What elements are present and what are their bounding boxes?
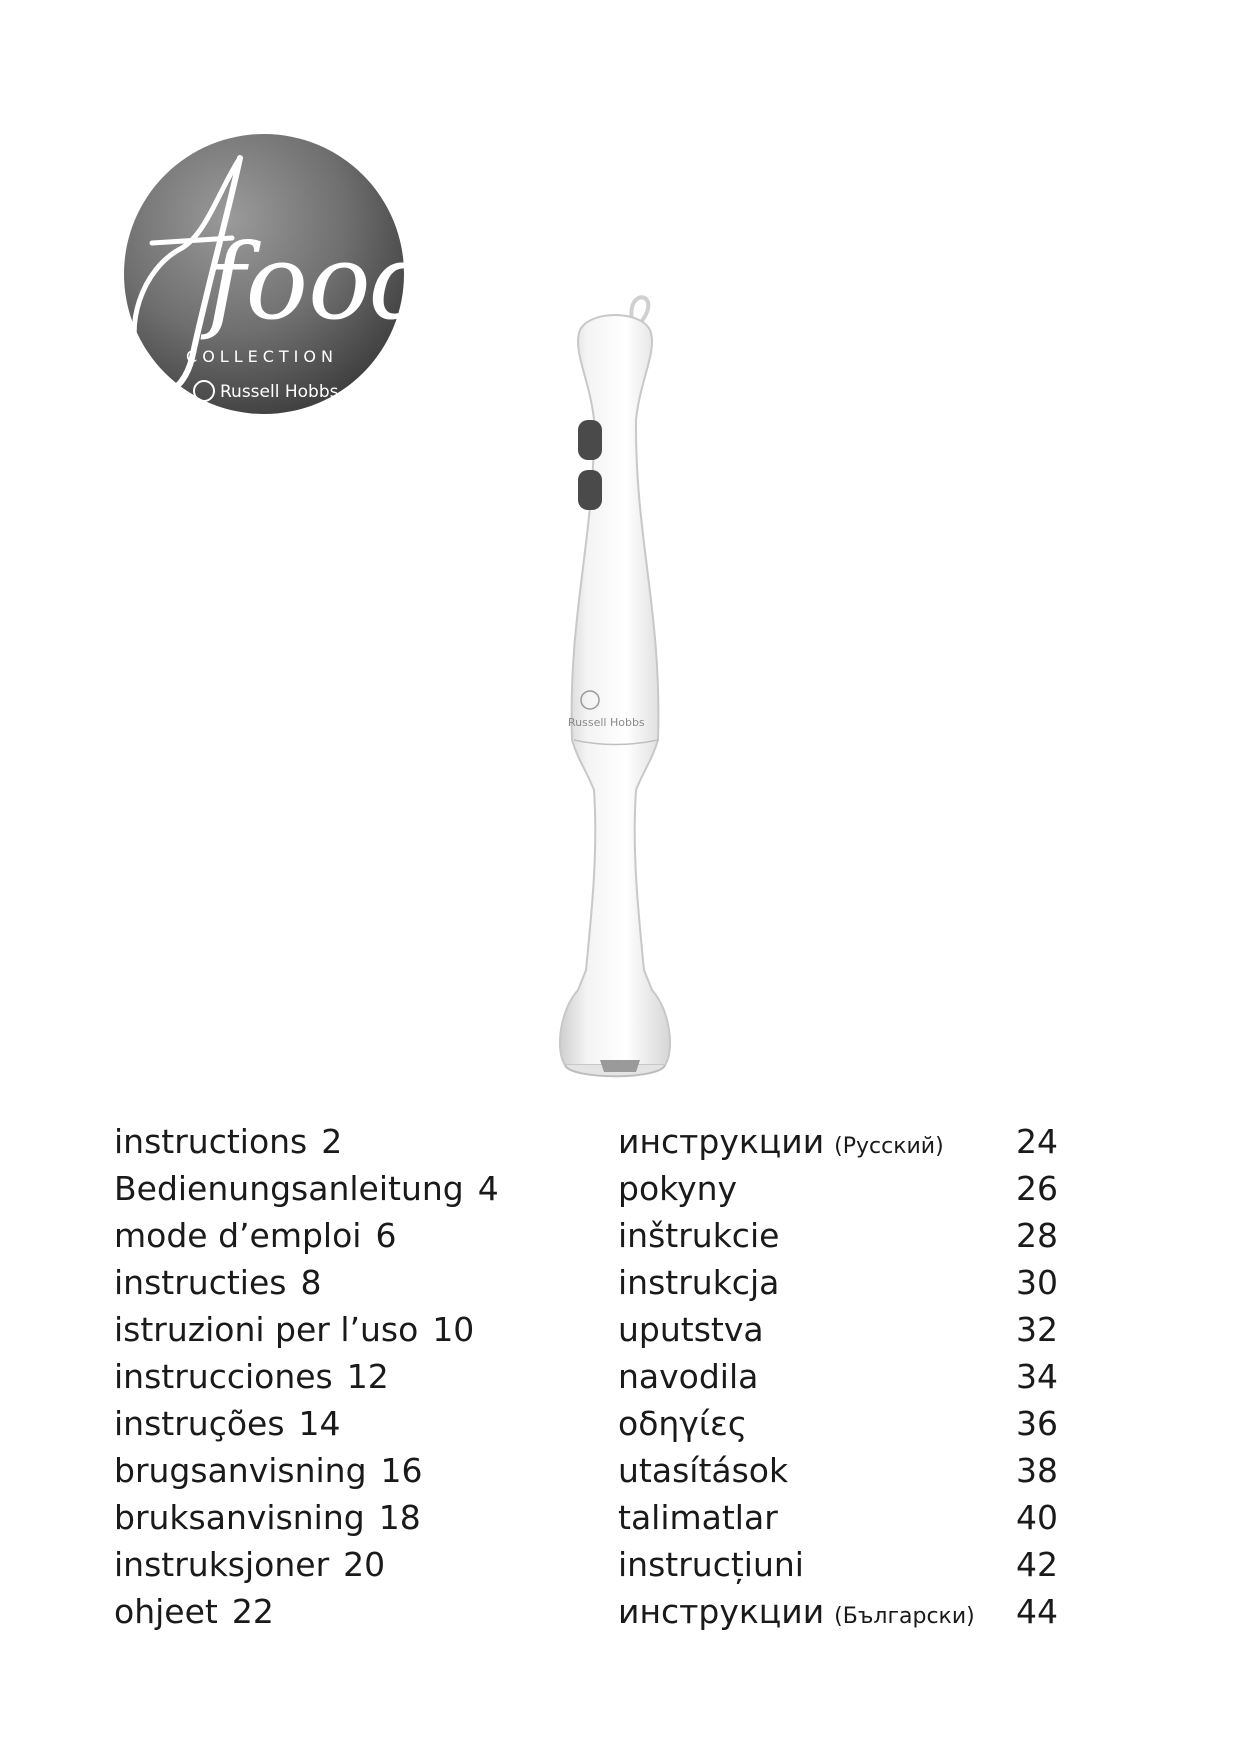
toc-page: 44 [1016,1592,1058,1631]
toc-entry-nl[interactable] [114,1259,544,1306]
toc-right-column [618,1118,1058,1635]
toc-page: 10 [432,1310,475,1349]
toc-label: instructions [114,1122,308,1161]
toc-label: instruksjoner [114,1545,330,1584]
toc-entry-hr[interactable] [618,1306,1058,1353]
toc-language-note: (Русский) [834,1134,944,1159]
toc-page: 20 [343,1545,386,1584]
toc-entry-it[interactable] [114,1306,544,1353]
toc-page: 18 [378,1498,421,1537]
toc-entry-no[interactable] [114,1541,544,1588]
toc-label: инструкции [618,1592,825,1631]
toc-entry-fr[interactable] [114,1212,544,1259]
toc-label: ohjeet [114,1592,218,1631]
food-collection-logo [112,128,438,424]
toc-entry-cs[interactable] [618,1165,1058,1212]
toc-label: инструкции [618,1122,825,1161]
hand-blender-image [540,290,690,1100]
toc-entry-bg[interactable] [618,1588,1058,1635]
speed-button [578,420,602,460]
toc-label: uputstva [618,1310,764,1349]
toc-entry-hu[interactable] [618,1447,1058,1494]
toc-label: utasítások [618,1451,789,1490]
toc-page: 14 [298,1404,341,1443]
toc-entry-pl[interactable] [618,1259,1058,1306]
toc-page: 4 [477,1169,499,1208]
toc-label: instrucciones [114,1357,333,1396]
toc-language-note: (Български) [834,1604,975,1629]
toc-entry-da[interactable] [114,1447,544,1494]
toc-page: 40 [1016,1498,1058,1537]
toc-entry-sk[interactable] [618,1212,1058,1259]
toc-entry-ru[interactable] [618,1118,1058,1165]
toc-page: 42 [1016,1545,1058,1584]
toc-label: οδηγίες [618,1404,748,1443]
toc-entry-sv[interactable] [114,1494,544,1541]
toc-page: 22 [231,1592,274,1631]
toc-label: navodila [618,1357,759,1396]
toc-label: mode d’emploi [114,1216,362,1255]
toc-label: inštrukcie [618,1216,780,1255]
toc-entry-en[interactable] [114,1118,544,1165]
toc-label: pokyny [618,1169,738,1208]
toc-page: 16 [380,1451,423,1490]
toc-label: brugsanvisning [114,1451,367,1490]
toc-entry-pt[interactable] [114,1400,544,1447]
toc-entry-el[interactable] [618,1400,1058,1447]
toc-page: 28 [1016,1216,1058,1255]
toc-entry-es[interactable] [114,1353,544,1400]
toc-page: 36 [1016,1404,1058,1443]
toc-page: 34 [1016,1357,1058,1396]
toc-entry-fi[interactable] [114,1588,544,1635]
logo-wordmark: food [207,221,438,343]
toc-label: instrukcja [618,1263,780,1302]
logo-brand: Russell Hobbs [220,382,339,402]
toc-label: instruções [114,1404,285,1443]
toc-entry-sl[interactable] [618,1353,1058,1400]
toc-page: 26 [1016,1169,1058,1208]
turbo-button [578,470,602,510]
toc-label: bruksanvisning [114,1498,365,1537]
toc-page: 2 [321,1122,343,1161]
toc-page: 38 [1016,1451,1058,1490]
toc-page: 8 [300,1263,322,1302]
toc-left-column [114,1118,544,1635]
toc-label: instructies [114,1263,287,1302]
toc-entry-de[interactable] [114,1165,544,1212]
toc-page: 32 [1016,1310,1058,1349]
toc-page: 24 [1016,1122,1058,1161]
toc-entry-tr[interactable] [618,1494,1058,1541]
logo-collection: COLLECTION [186,347,338,366]
body-brand: Russell Hobbs [568,716,645,729]
toc-label: talimatlar [618,1498,778,1537]
toc-page: 6 [375,1216,397,1255]
toc-entry-ro[interactable] [618,1541,1058,1588]
toc-page: 12 [346,1357,389,1396]
toc-page: 30 [1016,1263,1058,1302]
toc-label: Bedienungsanleitung [114,1169,464,1208]
toc-label: istruzioni per l’uso [114,1310,419,1349]
toc-label: instrucțiuni [618,1545,804,1584]
